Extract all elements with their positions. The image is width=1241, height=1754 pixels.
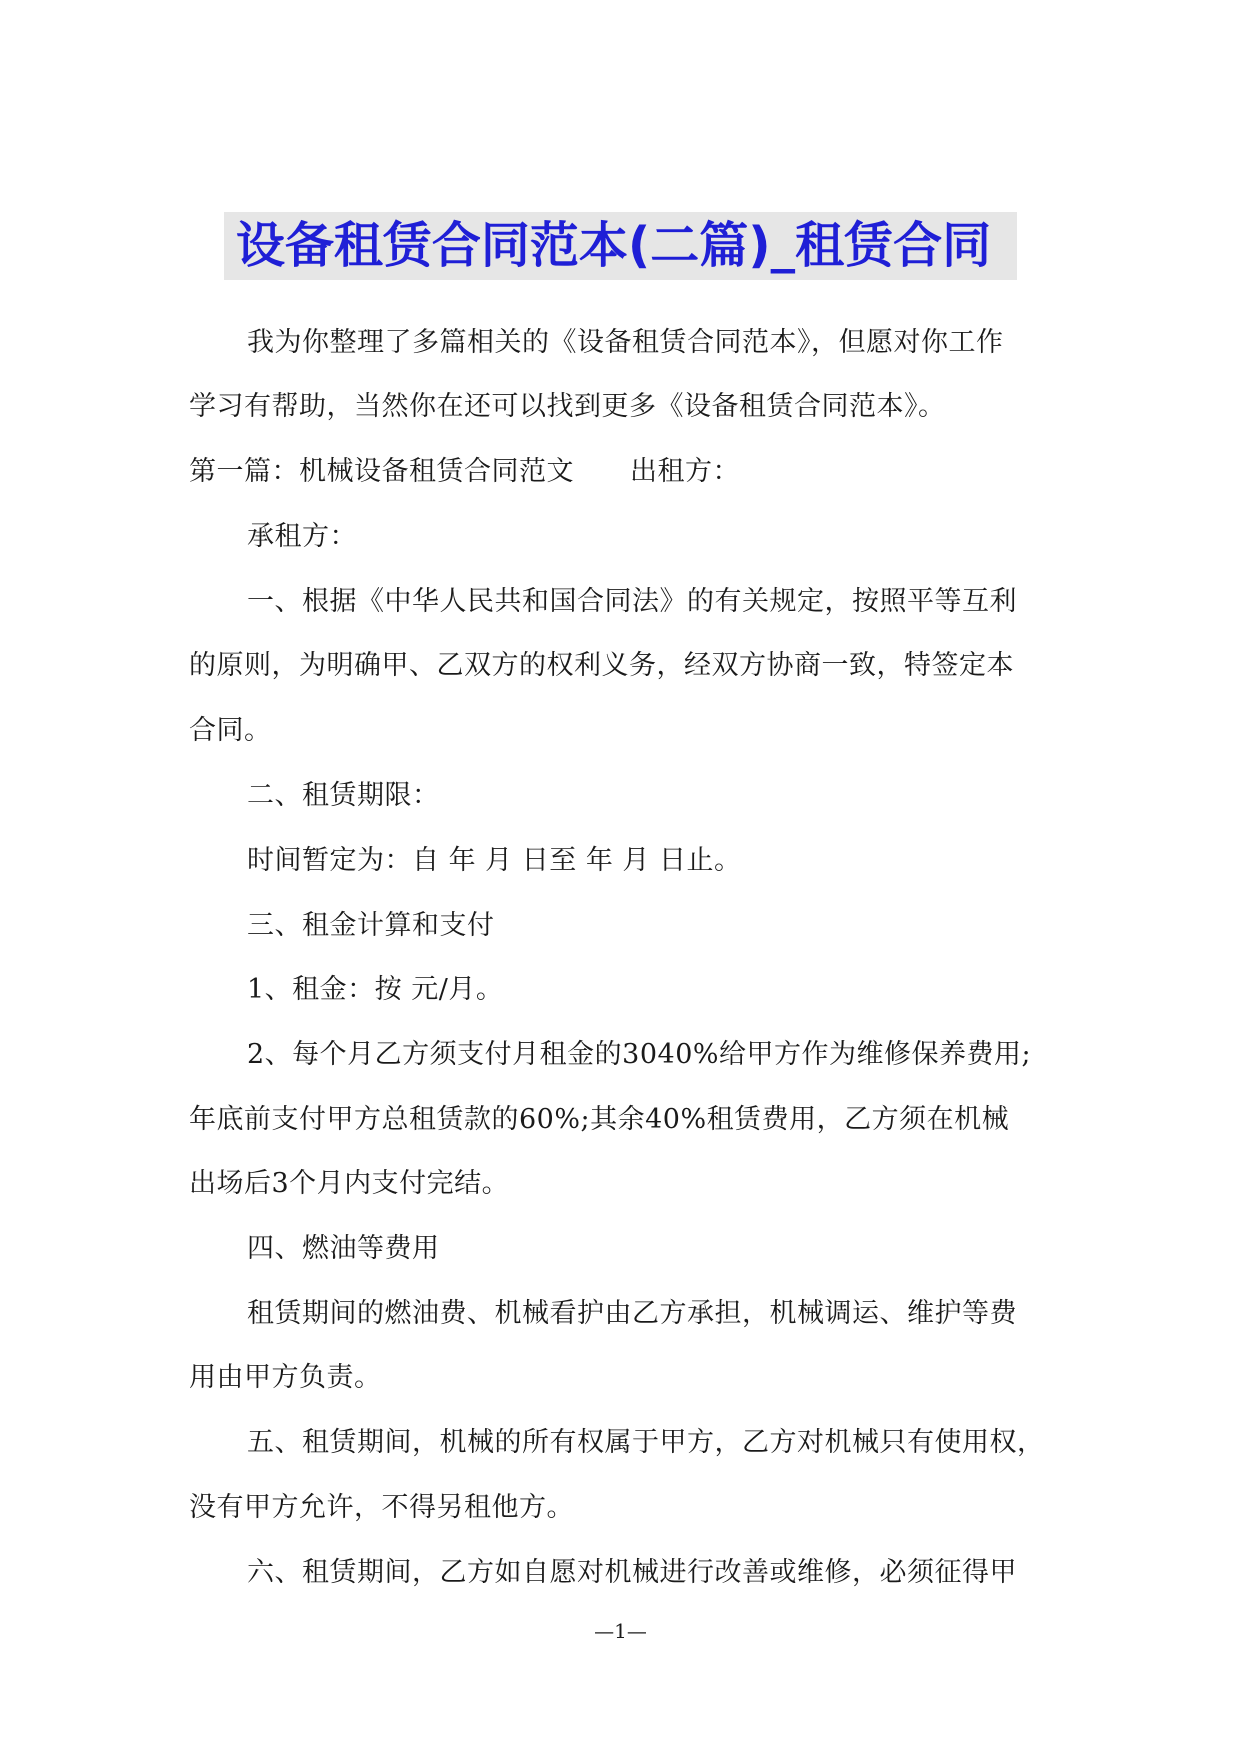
paragraph-line: 租赁期间的燃油费、机械看护由乙方承担，机械调运、维护等费 xyxy=(247,1298,1017,1329)
clause-heading: 三、租金计算和支付 xyxy=(247,910,495,941)
paragraph-line: 学习有帮助，当然你在还可以找到更多《设备租赁合同范本》。 xyxy=(189,391,946,422)
document-title: 设备租赁合同范本(二篇)_租赁合同 xyxy=(224,212,1017,280)
paragraph-line: 五、租赁期间，机械的所有权属于甲方，乙方对机械只有使用权， xyxy=(247,1427,1045,1458)
paragraph-line: 没有甲方允许，不得另租他方。 xyxy=(189,1492,574,1523)
section-heading-line xyxy=(189,452,1059,492)
paragraph-line: 我为你整理了多篇相关的《设备租赁合同范本》，但愿对你工作 xyxy=(247,327,1004,358)
paragraph-line: 2、每个月乙方须支付月租金的3040%给甲方作为维修保养费用; xyxy=(247,1039,1032,1070)
paragraph-line: 一、根据《中华人民共和国合同法》的有关规定，按照平等互利 xyxy=(247,586,1017,617)
paragraph-line: 用由甲方负责。 xyxy=(189,1362,382,1393)
paragraph-line: 出场后3个月内支付完结。 xyxy=(189,1168,510,1199)
paragraph-line: 1、租金：按 元/月。 xyxy=(247,974,504,1005)
paragraph-line: 六、租赁期间，乙方如自愿对机械进行改善或维修，必须征得甲 xyxy=(247,1557,1017,1588)
clause-heading: 二、租赁期限： xyxy=(247,780,440,811)
lessee-label: 承租方： xyxy=(247,521,357,552)
paragraph-line: 合同。 xyxy=(189,715,272,746)
title-wrap xyxy=(0,212,1241,280)
section-heading: 第一篇：机械设备租赁合同范文 xyxy=(189,456,574,487)
page-number: —1— xyxy=(594,1619,647,1643)
paragraph-line: 时间暂定为：自 年 月 日至 年 月 日止。 xyxy=(247,845,742,876)
paragraph-line: 的原则，为明确甲、乙双方的权利义务，经双方协商一致，特签定本 xyxy=(189,650,1014,681)
lessor-label: 出租方： xyxy=(630,456,740,487)
paragraph-line: 年底前支付甲方总租赁款的60%;其余40%租赁费用，乙方须在机械 xyxy=(189,1104,1010,1135)
clause-heading: 四、燃油等费用 xyxy=(247,1233,440,1264)
